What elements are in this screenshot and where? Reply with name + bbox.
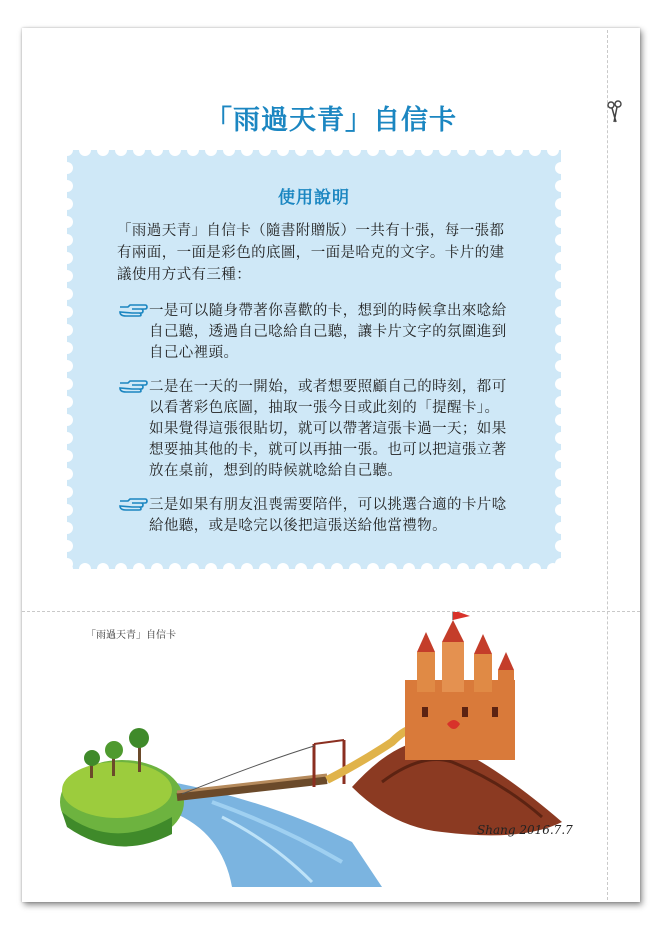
instructions-heading: 使用說明: [278, 188, 350, 208]
artist-signature: Shang 2016.7.7: [477, 823, 573, 837]
vertical-cut-line: [607, 30, 608, 900]
page-title: 「雨過天青」自信卡: [205, 105, 457, 136]
list-item-text: 三是如果有朋友沮喪需要陪伴，可以挑選合適的卡片唸給他聽，或是唸完以後把這張送給他當禮物。: [149, 497, 507, 534]
pointing-hand-icon: [117, 377, 149, 393]
list-item: [117, 301, 517, 364]
list-item: [117, 495, 517, 537]
list-item-text: 一是可以隨身帶著你喜歡的卡，想到的時候拿出來唸給自己聽，透過自己唸給自己聽，讓卡片文字的氛圍進到自己心裡頭。: [149, 303, 507, 361]
list-item-text: 二是在一天的一開始，或者想要照顧自己的時刻，都可以看著彩色底圖，抽取一張今日或此刻的「提醒卡」。如果覺得這張很貼切，就可以帶著這張卡過一天；如果想要抽其他的卡，就可以再抽一張。也可以把這張立著放在桌前，想到的時候就唸給自己聽。: [149, 379, 507, 479]
list-item: [117, 377, 517, 482]
pointing-hand-icon: [117, 301, 149, 317]
castle-illustration: [22, 612, 607, 892]
card-label: 「雨過天青」自信卡: [86, 630, 176, 641]
instructions-intro: 「雨過天青」自信卡（隨書附贈版）一共有十張，每一張都有兩面，一面是彩色的底圖，一面是哈克的文字。卡片的建議使用方式有三種：: [117, 223, 505, 283]
pointing-hand-icon: [117, 495, 149, 511]
